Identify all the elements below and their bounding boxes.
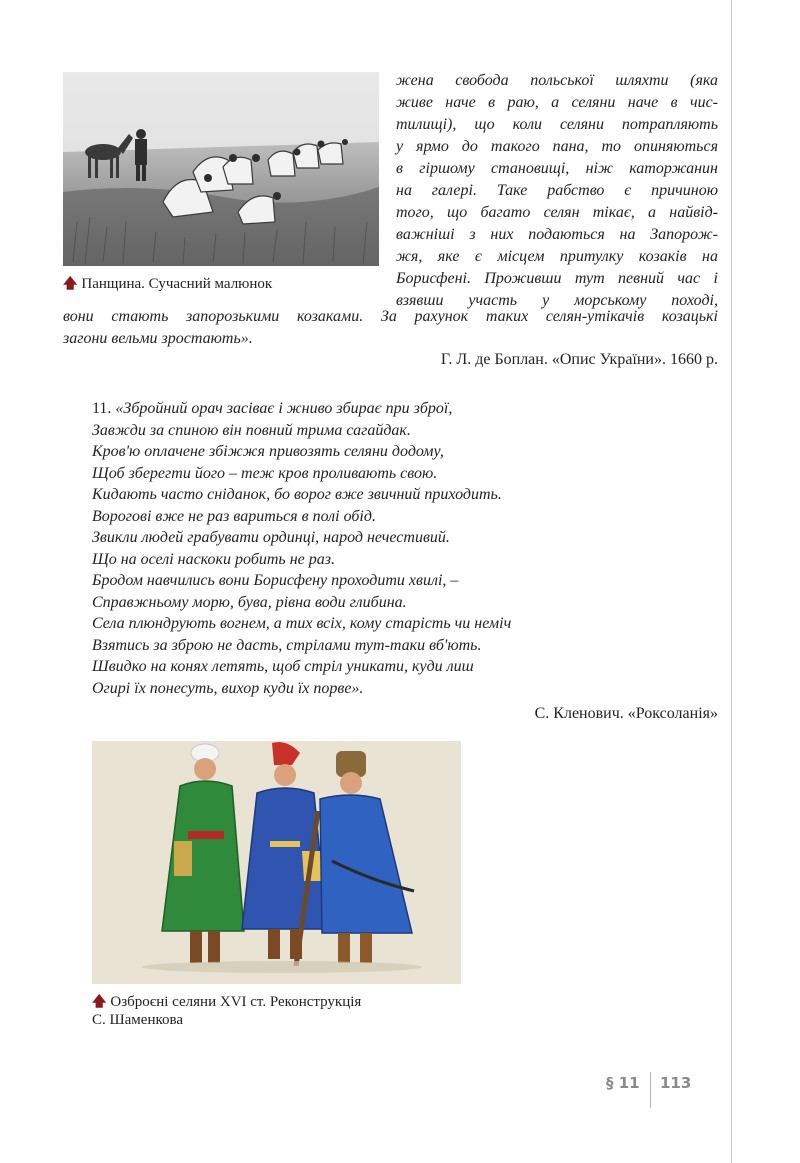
poem-line: Кров'ю оплачене збіжжя привозять селяни додому, [92,443,444,460]
poem-line: Щоб зберегти його – теж кров проливають свою. [92,464,438,482]
boplan-quote-column [396,70,718,312]
quote-line: живе наче в раю, а селяни наче в чис- [396,94,718,111]
figure-panshchyna-caption [63,275,383,293]
quote-line: у ярмо до такого пана, то опиняються [396,138,718,155]
boplan-quote-wide [63,306,718,350]
poem-line: Кидають часто сніданок, бо ворог вже звичний приходить. [92,486,502,503]
quote-line: жя, яке є місцем притулку козаків на [396,248,718,265]
quote-line: в гіршому становищі, ніж каторжанин [396,160,718,177]
poem-line: Звикли людей грабувати ординці, народ нечестивий. [92,529,450,546]
figure-armed-peasants-image [92,741,461,984]
poem-line: Завжди за спиною він повний трима сагайдак. [92,421,411,439]
boplan-attribution: Г. Л. де Боплан. «Опис України». 1660 р. [440,351,718,368]
poem-line: Бродом навчились вони Борисфену проходити хвилі, – [92,572,459,589]
poem-line: 11. «Збройний орач засіває і жниво збирає при зброї, [92,400,453,417]
page-number: 113 [660,1074,692,1092]
caption-text: С. Шаменкова [92,1012,184,1028]
quote-line: взявши участь у морському поході, [396,292,718,309]
quote-line: того, що багато селян тікає, а найвід- [396,204,718,221]
figure-armed-peasants-caption [92,993,472,1029]
footer-divider [650,1072,651,1108]
up-arrow-icon: 🡅 [63,276,78,292]
item-number: 11. [92,400,112,417]
quote-line: важніші з них подаються на Запорож- [396,226,718,243]
poem-line: Огирі їх понесуть, вихор куди їх порве». [92,679,364,697]
klenovych-poem [92,398,722,699]
poem-line: Взятись за зброю не дасть, стрілами тут-таки вб'ють. [92,636,482,654]
up-arrow-icon: 🡅 [92,994,107,1010]
quote-line: жена свобода польської шляхти (яка [396,72,718,89]
caption-text: Панщина. Сучасний малюнок [81,276,273,292]
quote-line: тилищі), що коли селяни потрапляють [396,116,718,133]
poem-line: Села плюндрують вогнем, а тих всіх, кому старість чи неміч [92,615,512,632]
quote-line: загони вельми зростають». [63,330,253,347]
section-number: § 11 [606,1074,640,1092]
poem-line: Що на оселі наскоки робить не раз. [92,550,335,568]
poem-line: Швидко на конях летять, щоб стріл уникати, куди лиш [92,658,474,675]
page-edge-rule [731,0,732,1163]
caption-text: Озброєні селяни XVI ст. Реконструкція [110,994,362,1010]
quote-line: Борисфені. Проживши тут певний час і [396,270,718,287]
quote-line: на галері. Таке рабство є причиною [396,182,718,199]
poem-line: Ворогові вже не раз вариться в полі обід. [92,507,376,525]
quote-line: вони стають запорозькими козаками. За рахунок таких селян-утікачів козацькі [63,308,718,325]
page-footer [600,1074,700,1110]
poem-line: Справжньому морю, бува, рівна води глибина. [92,593,407,611]
klenovych-attribution: С. Кленович. «Роксоланія» [534,705,718,722]
figure-panshchyna-image [63,72,379,266]
